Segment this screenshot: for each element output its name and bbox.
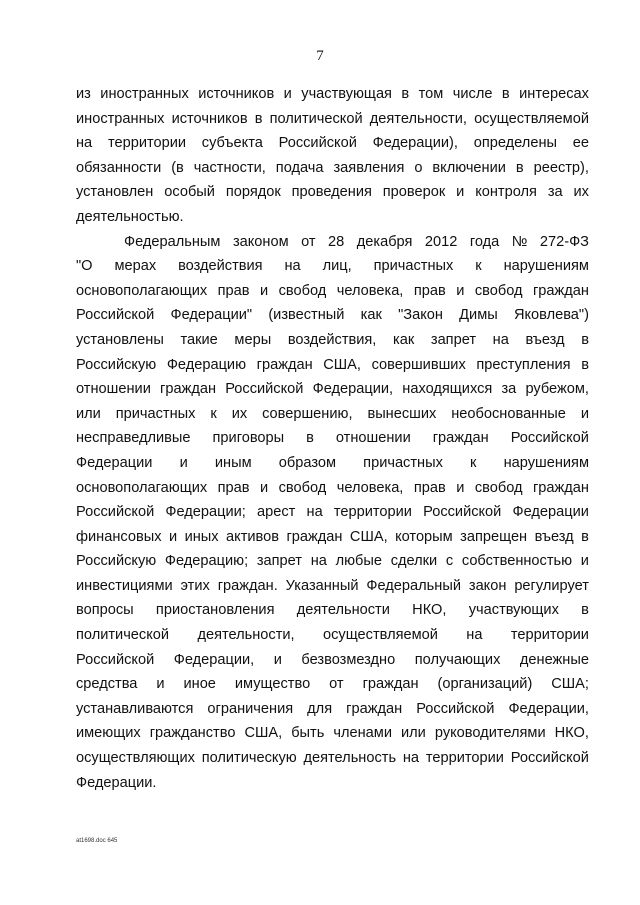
word: основополагающих xyxy=(76,479,208,496)
word: свобод xyxy=(278,479,327,496)
word: США; xyxy=(551,676,589,693)
word: и xyxy=(456,184,465,201)
word: ее xyxy=(572,135,589,152)
word: декабря xyxy=(356,233,413,250)
word: деятельности, xyxy=(197,627,295,644)
word: с xyxy=(445,553,454,570)
word: основополагающих xyxy=(76,282,208,299)
word: (организаций) xyxy=(437,676,533,693)
text-line xyxy=(76,131,589,156)
word: или xyxy=(401,725,426,742)
text-line xyxy=(76,549,589,574)
word: прав xyxy=(217,479,250,496)
footer-file-reference: at1698.doc 645 xyxy=(76,838,118,844)
word: № xyxy=(511,233,528,250)
word: граждан xyxy=(432,430,489,447)
word: их xyxy=(573,184,589,201)
word: осуществляющих xyxy=(76,750,195,767)
word: Федеральным xyxy=(124,233,221,250)
word: и xyxy=(156,676,165,693)
text-line xyxy=(76,230,589,255)
word: совершению, xyxy=(262,405,353,422)
word: Российской xyxy=(225,381,304,398)
word: и xyxy=(179,454,188,471)
word: быть xyxy=(291,725,325,742)
word: как xyxy=(360,307,382,324)
word: прав xyxy=(413,282,446,299)
word: иностранных xyxy=(100,86,189,102)
word: и xyxy=(259,479,269,496)
text-line xyxy=(76,623,589,648)
word: определены xyxy=(473,135,557,152)
word: политической xyxy=(76,627,170,644)
word: причастных xyxy=(115,405,196,422)
word: активов xyxy=(226,528,279,545)
word: вопросы xyxy=(76,602,134,619)
word: собственностью xyxy=(461,553,573,570)
word: законом xyxy=(232,233,289,250)
text-line xyxy=(76,672,589,697)
word: Яковлева") xyxy=(513,307,589,324)
word: иным xyxy=(214,454,252,471)
word: деятельности, xyxy=(369,110,467,127)
word: преступления xyxy=(476,356,571,373)
word: граждан xyxy=(532,282,589,299)
word: как xyxy=(393,331,415,348)
word: воздействия xyxy=(178,258,263,275)
word: 272-ФЗ xyxy=(539,233,589,250)
word: въезд xyxy=(534,528,574,545)
word: устанавливаются xyxy=(76,700,194,717)
word: руководителями xyxy=(434,725,546,742)
word: имеющих xyxy=(76,725,141,742)
body-text xyxy=(76,82,589,795)
word: из xyxy=(76,86,91,102)
word: Федерации), xyxy=(372,135,458,152)
word: закон xyxy=(468,577,507,594)
word: финансовых xyxy=(76,528,162,545)
word: иных xyxy=(184,528,219,545)
word: несправедливые xyxy=(76,430,191,447)
word: года xyxy=(469,233,500,250)
word: Федерации, xyxy=(173,651,255,668)
word: их xyxy=(231,405,248,422)
word: граждан xyxy=(532,479,589,496)
word: и xyxy=(580,553,589,570)
word: 2012 xyxy=(424,233,458,250)
word: реестр), xyxy=(533,159,589,176)
word: граждан xyxy=(346,700,403,717)
word: Федерации; xyxy=(165,504,246,521)
word: в xyxy=(515,159,524,176)
word: политической xyxy=(269,110,363,127)
word: такие xyxy=(180,331,218,348)
word: ограничения xyxy=(207,700,294,717)
word: интересах xyxy=(519,86,589,102)
word: о xyxy=(414,159,423,176)
word: к xyxy=(210,405,217,422)
word: подача xyxy=(275,159,324,176)
word: Российскую xyxy=(76,356,157,373)
word: вынесших xyxy=(367,405,437,422)
word: 28 xyxy=(328,233,345,250)
word: иностранных xyxy=(76,110,165,127)
text-line xyxy=(76,279,589,304)
word: источников xyxy=(198,86,275,102)
word: территории xyxy=(510,627,589,644)
word: частности, xyxy=(193,159,266,176)
word: отношении xyxy=(76,381,151,398)
text-line xyxy=(76,721,589,746)
word: НКО, xyxy=(412,602,447,619)
text-line xyxy=(76,648,589,673)
word: Российской xyxy=(416,700,495,717)
word: Федерацию; xyxy=(164,553,249,570)
word: инвестициями xyxy=(76,577,173,594)
word: в xyxy=(581,528,589,545)
word: и xyxy=(168,528,178,545)
word: граждан xyxy=(256,356,313,373)
word: от xyxy=(301,233,316,250)
word: регулирует xyxy=(514,577,589,594)
word: Федерации xyxy=(76,454,153,471)
text-line: деятельностью. xyxy=(76,208,184,225)
word: деятельности xyxy=(296,602,390,619)
word: воздействия, xyxy=(287,331,377,348)
word: запрет xyxy=(256,553,302,570)
word: на xyxy=(310,553,327,570)
word: и xyxy=(259,282,269,299)
word: человека, xyxy=(336,282,404,299)
word: Российскую xyxy=(76,553,157,570)
word: причастных xyxy=(373,258,454,275)
text-line xyxy=(76,746,589,771)
text-line xyxy=(76,500,589,525)
word: заявления xyxy=(333,159,405,176)
word: имущество xyxy=(234,676,311,693)
text-line xyxy=(76,303,589,328)
word: Российской xyxy=(510,430,589,447)
word: денежные xyxy=(519,651,589,668)
word: к xyxy=(475,258,482,275)
word: участвующих xyxy=(468,602,559,619)
word: установлены xyxy=(76,331,164,348)
word: въезд xyxy=(525,331,565,348)
word: совершивших xyxy=(371,356,466,373)
word: свобод xyxy=(474,282,523,299)
word: лиц, xyxy=(322,258,352,275)
word: Российской xyxy=(76,651,155,668)
word: запрещен xyxy=(460,528,528,545)
word: и xyxy=(283,86,292,102)
word: Российской xyxy=(423,504,502,521)
text-line xyxy=(76,82,589,107)
word: включении xyxy=(432,159,506,176)
text-line xyxy=(76,525,589,550)
word: Федерации, xyxy=(312,381,394,398)
word: рубежом, xyxy=(525,381,589,398)
word: нарушениям xyxy=(503,258,589,275)
text-line xyxy=(76,180,589,205)
word: на xyxy=(402,750,420,767)
page-number: 7 xyxy=(316,48,324,64)
word: безвозмездно xyxy=(301,651,396,668)
word: в xyxy=(501,86,510,102)
word: приговоры xyxy=(212,430,285,447)
word: и xyxy=(456,479,465,496)
word: и xyxy=(456,282,465,299)
word: участвующая xyxy=(301,86,392,102)
word: Российской xyxy=(278,135,357,152)
text-line xyxy=(76,254,589,279)
word: США, xyxy=(244,725,283,742)
word: средства xyxy=(76,676,138,693)
word: получающих xyxy=(414,651,501,668)
text-line xyxy=(76,107,589,132)
text-line xyxy=(76,328,589,353)
word: установлен xyxy=(76,184,154,201)
word: к xyxy=(470,454,477,471)
word: прав xyxy=(217,282,250,299)
word: том xyxy=(418,86,444,102)
word: отношении xyxy=(335,430,411,447)
text-line xyxy=(76,574,589,599)
text-line xyxy=(76,377,589,402)
word: гражданство xyxy=(149,725,236,742)
word: США, xyxy=(323,356,361,373)
word: граждан xyxy=(160,381,217,398)
word: Российской xyxy=(76,504,155,521)
word: на xyxy=(466,627,483,644)
word: территории xyxy=(333,504,412,521)
word: в xyxy=(254,110,263,127)
text-line: Федерации. xyxy=(76,774,157,791)
word: Федерацию xyxy=(166,356,247,373)
word: в xyxy=(401,86,410,102)
word: числе xyxy=(452,86,493,102)
word: Федерации" xyxy=(170,307,253,324)
word: причастных xyxy=(363,454,443,471)
word: политическую xyxy=(201,750,297,767)
word: человека, xyxy=(336,479,404,496)
word: осуществляемой xyxy=(323,627,438,644)
word: территории xyxy=(425,750,504,767)
word: "О xyxy=(76,258,93,275)
word: и xyxy=(580,405,589,422)
word: (известный xyxy=(268,307,345,324)
word: Российской xyxy=(510,750,589,767)
word: порядок xyxy=(225,184,281,201)
word: свобод xyxy=(474,479,523,496)
word: "Закон xyxy=(398,307,443,324)
word: сделки xyxy=(390,553,438,570)
text-line xyxy=(76,156,589,181)
word: субъекта xyxy=(201,135,263,152)
word: арест xyxy=(257,504,296,521)
text-line xyxy=(76,451,589,476)
word: граждан. xyxy=(217,577,278,594)
word: на xyxy=(306,504,323,521)
word: иное xyxy=(183,676,216,693)
word: на xyxy=(492,331,509,348)
word: прав xyxy=(413,479,446,496)
word: находящихся xyxy=(402,381,493,398)
word: Федерации xyxy=(512,504,589,521)
word: меры xyxy=(234,331,272,348)
word: или xyxy=(76,405,101,422)
word: осуществляемой xyxy=(474,110,589,127)
word: в xyxy=(581,331,589,348)
word: за xyxy=(547,184,563,201)
word: на xyxy=(284,258,301,275)
word: и xyxy=(273,651,282,668)
word: нарушениям xyxy=(503,454,589,471)
word: источников xyxy=(171,110,248,127)
word: этих xyxy=(180,577,210,594)
word: в xyxy=(306,430,314,447)
text-line xyxy=(76,598,589,623)
word: США, xyxy=(349,528,388,545)
word: Российской xyxy=(76,307,155,324)
word: обязанности xyxy=(76,159,162,176)
word: территории xyxy=(107,135,187,152)
word: для xyxy=(307,700,333,717)
word: мерах xyxy=(114,258,157,275)
word: членами xyxy=(333,725,392,742)
word: любые xyxy=(335,553,382,570)
word: свобод xyxy=(278,282,327,299)
word: Федеральный xyxy=(366,577,461,594)
word: контроля xyxy=(475,184,537,201)
word: запрет xyxy=(430,331,477,348)
word: (в xyxy=(171,159,184,176)
word: особый xyxy=(164,184,215,201)
word: деятельность xyxy=(303,750,397,767)
text-line xyxy=(76,353,589,378)
word: проверок xyxy=(382,184,446,201)
word: за xyxy=(501,381,517,398)
word: которым xyxy=(395,528,453,545)
word: граждан xyxy=(362,676,419,693)
word: граждан xyxy=(286,528,343,545)
word: от xyxy=(329,676,344,693)
text-line xyxy=(76,476,589,501)
word: Указанный xyxy=(285,577,359,594)
word: Димы xyxy=(459,307,498,324)
text-line xyxy=(76,697,589,722)
word: НКО, xyxy=(554,725,589,742)
word: на xyxy=(76,135,93,152)
word: необоснованные xyxy=(451,405,566,422)
word: образом xyxy=(278,454,337,471)
text-line xyxy=(76,402,589,427)
word: приостановления xyxy=(155,602,275,619)
word: в xyxy=(581,602,589,619)
word: проведения xyxy=(291,184,372,201)
text-line xyxy=(76,426,589,451)
word: Федерации, xyxy=(508,700,589,717)
word: в xyxy=(581,356,589,373)
